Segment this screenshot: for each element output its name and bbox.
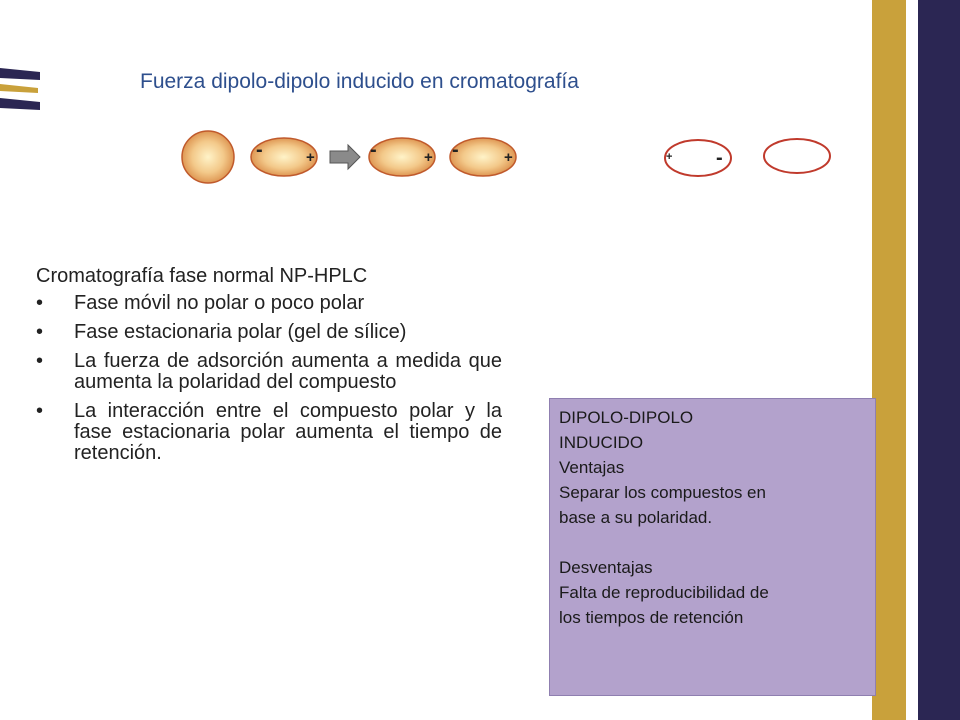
spacer: [559, 530, 865, 555]
info-title-line2: INDUCIDO: [559, 433, 644, 452]
bullet-mark: •: [36, 400, 44, 422]
info-title-line1: DIPOLO-DIPOLO: [559, 408, 694, 427]
left-accent-stripes: [0, 60, 40, 120]
outline-molecule: [764, 139, 830, 173]
desventajas-line2: los tiempos de retención: [559, 608, 744, 627]
slide-title: Fuerza dipolo-dipolo inducido en cromatografía: [140, 70, 579, 93]
list-item: • La interacción entre el compuesto polar y la fase estacionaria polar aumenta el tiempo de retención.: [36, 400, 502, 464]
list-item: • La fuerza de adsorción aumenta a medida que aumenta la polaridad del compuesto: [36, 350, 502, 393]
ventajas-line2: base a su polaridad.: [559, 508, 713, 527]
content-text: [36, 266, 502, 472]
white-side-gap: [906, 0, 918, 720]
ventajas-line1: Separar los compuestos en: [559, 483, 766, 502]
minus-charge: -: [452, 139, 459, 161]
dipole-diagram: [170, 120, 840, 195]
desventajas-line1: Falta de reproducibilidad de: [559, 583, 769, 602]
plus-charge: +: [424, 149, 433, 166]
minus-charge: -: [256, 139, 263, 161]
bullet-mark: •: [36, 350, 44, 372]
desventajas-label: Desventajas: [559, 558, 653, 577]
bullet-mark: •: [36, 321, 44, 343]
ventajas-label: Ventajas: [559, 458, 625, 477]
navy-side-bar: [918, 0, 960, 720]
bullet-list: [36, 293, 502, 464]
nonpolar-molecule: [182, 131, 234, 183]
minus-charge: -: [370, 139, 377, 161]
plus-charge: +: [666, 151, 673, 163]
list-item: • Fase móvil no polar o poco polar: [36, 292, 365, 314]
info-box: [549, 398, 876, 696]
minus-charge: -: [716, 147, 723, 169]
list-item: • Fase estacionaria polar (gel de sílice): [36, 321, 407, 343]
plus-charge: +: [306, 149, 315, 166]
plus-charge: +: [504, 149, 513, 166]
induction-arrow: [330, 145, 360, 169]
bullet-mark: •: [36, 292, 44, 314]
content-heading: Cromatografía fase normal NP-HPLC: [36, 265, 368, 287]
gold-side-bar: [872, 0, 906, 720]
